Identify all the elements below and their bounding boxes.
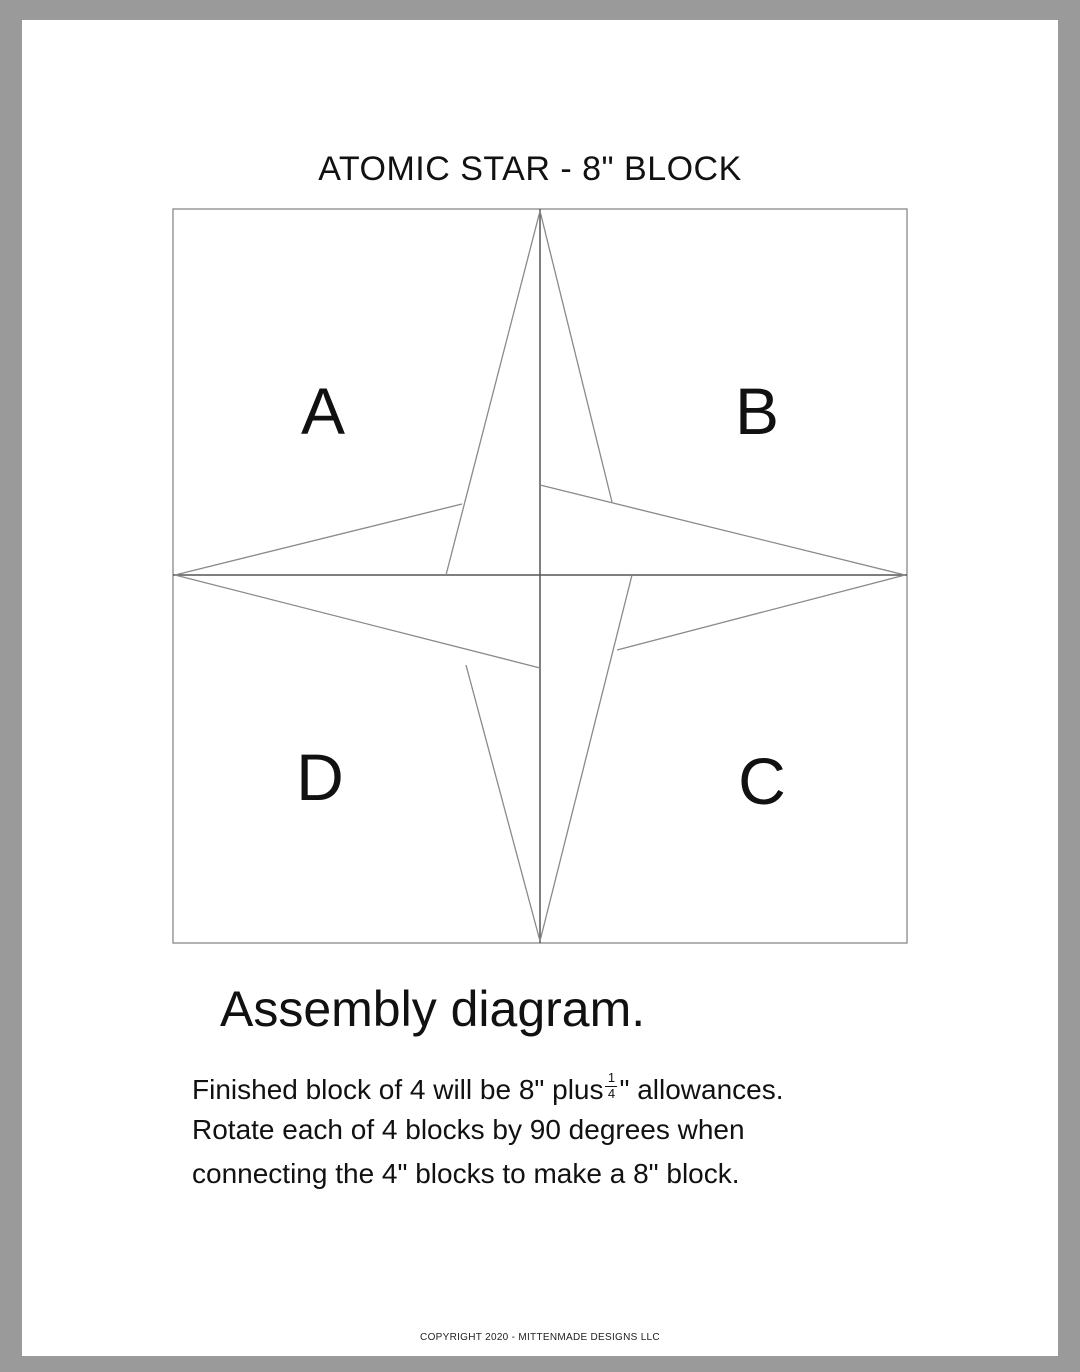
instruction-line-2: Rotate each of 4 blocks by 90 degrees when bbox=[192, 1114, 745, 1145]
instruction-line-3: connecting the 4" blocks to make a 8" block. bbox=[192, 1158, 740, 1189]
instruction-line-1 bbox=[192, 1070, 784, 1110]
quadrant-label-c: C bbox=[738, 744, 786, 818]
quadrant-label-d: D bbox=[296, 740, 344, 814]
document-title: ATOMIC STAR - 8" BLOCK bbox=[318, 150, 742, 188]
fraction-numerator: 1 bbox=[607, 1070, 616, 1085]
assembly-caption: Assembly diagram. bbox=[220, 981, 646, 1037]
instruction-line-1-end: " allowances. bbox=[619, 1074, 784, 1105]
quadrant-label-a: A bbox=[300, 374, 346, 448]
fraction-denominator: 4 bbox=[607, 1086, 616, 1101]
instructions bbox=[192, 1070, 784, 1194]
quadrant-label-b: B bbox=[734, 374, 780, 448]
instruction-line-1-start: Finished block of 4 will be 8" plus bbox=[192, 1074, 604, 1105]
document-page bbox=[22, 20, 1058, 1356]
copyright-notice: COPYRIGHT 2020 - MITTENMADE DESIGNS LLC bbox=[420, 1332, 660, 1343]
quarter-fraction bbox=[603, 1070, 619, 1103]
